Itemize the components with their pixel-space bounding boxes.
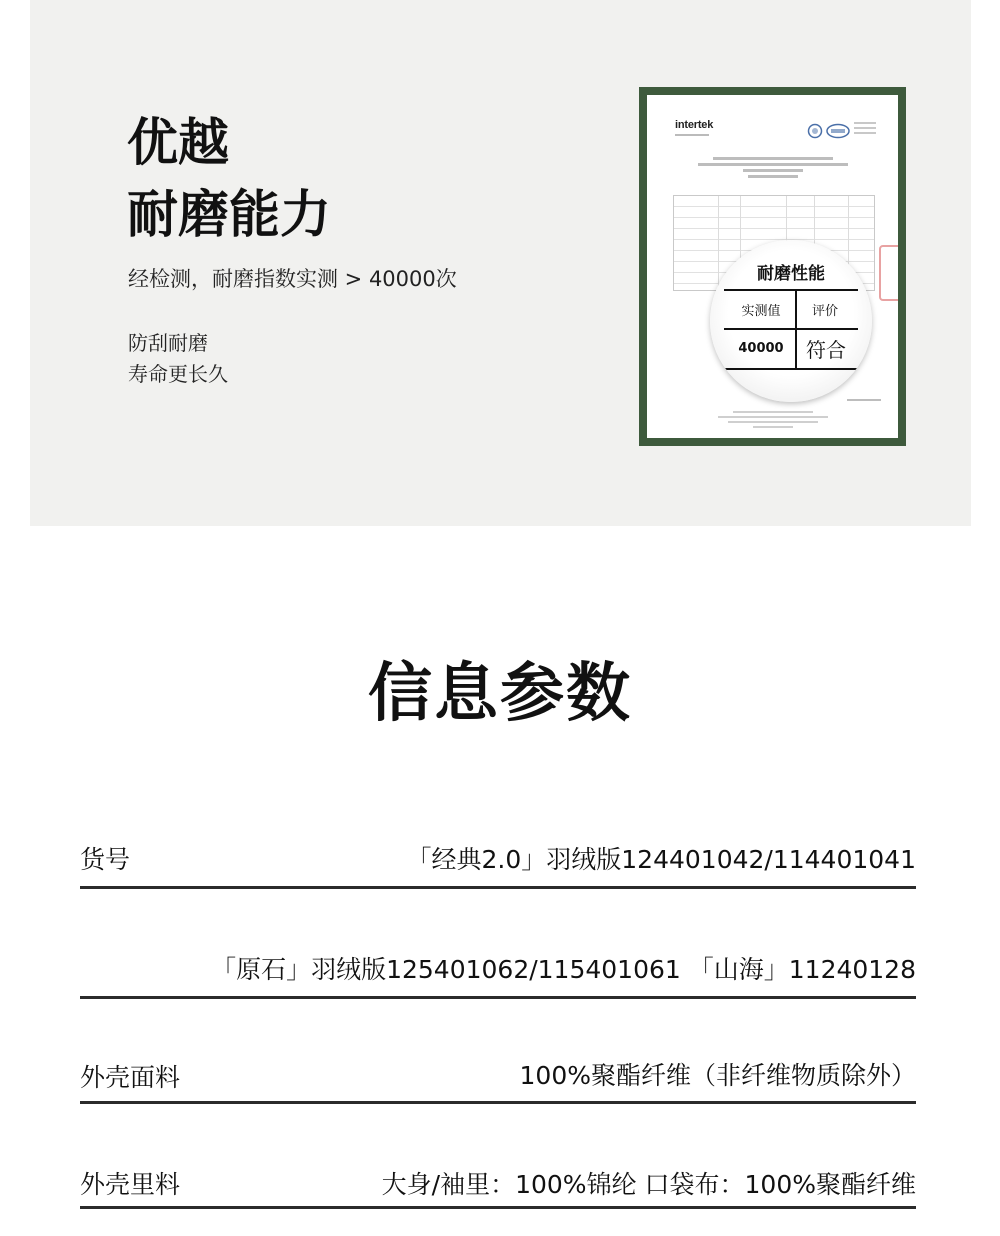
measured-value: 40000 bbox=[738, 341, 784, 356]
logo-subtitle-line bbox=[675, 134, 709, 136]
info-row-item-number-continued bbox=[80, 886, 916, 999]
magnifier-callout bbox=[710, 240, 872, 402]
info-row-shell-lining bbox=[80, 1101, 916, 1209]
rating-value: 符合 bbox=[806, 338, 846, 362]
cert-text-lines bbox=[854, 122, 876, 137]
info-row-item-number bbox=[80, 828, 916, 889]
info-value-shell-lining: 大身/袖里：100%锦纶 口袋布：100%聚酯纤维 bbox=[381, 1170, 916, 1199]
info-label-shell-lining: 外壳里料 bbox=[80, 1170, 181, 1199]
headline-line-1: 优越 bbox=[127, 114, 230, 173]
info-label-shell-fabric: 外壳面料 bbox=[80, 1063, 181, 1092]
magnifier-rule-top bbox=[724, 289, 858, 291]
test-report-paper bbox=[647, 95, 898, 438]
test-claim-text: 经检测，耐磨指数实测 > 40000次 bbox=[128, 267, 457, 291]
info-value-item-number-continued: 「原石」羽绒版125401062/115401061 「山海」11240128 bbox=[211, 955, 916, 984]
report-page-number-line bbox=[847, 399, 881, 401]
info-row-shell-fabric bbox=[80, 996, 916, 1104]
magnifier-rule-bottom bbox=[724, 368, 858, 370]
abrasion-feature-panel bbox=[30, 0, 971, 526]
certification-marks-icon bbox=[807, 123, 851, 139]
info-value-item-number: 「经典2.0」羽绒版124401042/114401041 bbox=[406, 845, 916, 874]
benefits-list bbox=[128, 328, 228, 390]
rating-header: 评价 bbox=[811, 304, 838, 319]
magnifier-title: 耐磨性能 bbox=[757, 264, 825, 284]
info-section-title: 信息参数 bbox=[368, 657, 632, 731]
intertek-logo: intertek bbox=[675, 119, 714, 131]
info-value-shell-fabric: 100%聚酯纤维（非纤维物质除外） bbox=[519, 1061, 916, 1090]
headline-line-2: 耐磨能力 bbox=[127, 186, 332, 245]
feature-headline bbox=[127, 108, 331, 252]
benefit-long-lasting: 寿命更长久 bbox=[128, 362, 228, 386]
report-heading-lines bbox=[647, 157, 898, 181]
magnifier-rule-middle bbox=[724, 328, 858, 330]
report-footer-lines bbox=[647, 411, 898, 431]
red-seal-stamp bbox=[879, 245, 898, 301]
benefit-scratch-resistant: 防刮耐磨 bbox=[128, 331, 208, 355]
magnifier-column-divider bbox=[795, 290, 797, 368]
info-label-item-number: 货号 bbox=[80, 845, 131, 874]
test-report-image bbox=[639, 87, 906, 446]
measured-value-header: 实测值 bbox=[741, 304, 781, 319]
